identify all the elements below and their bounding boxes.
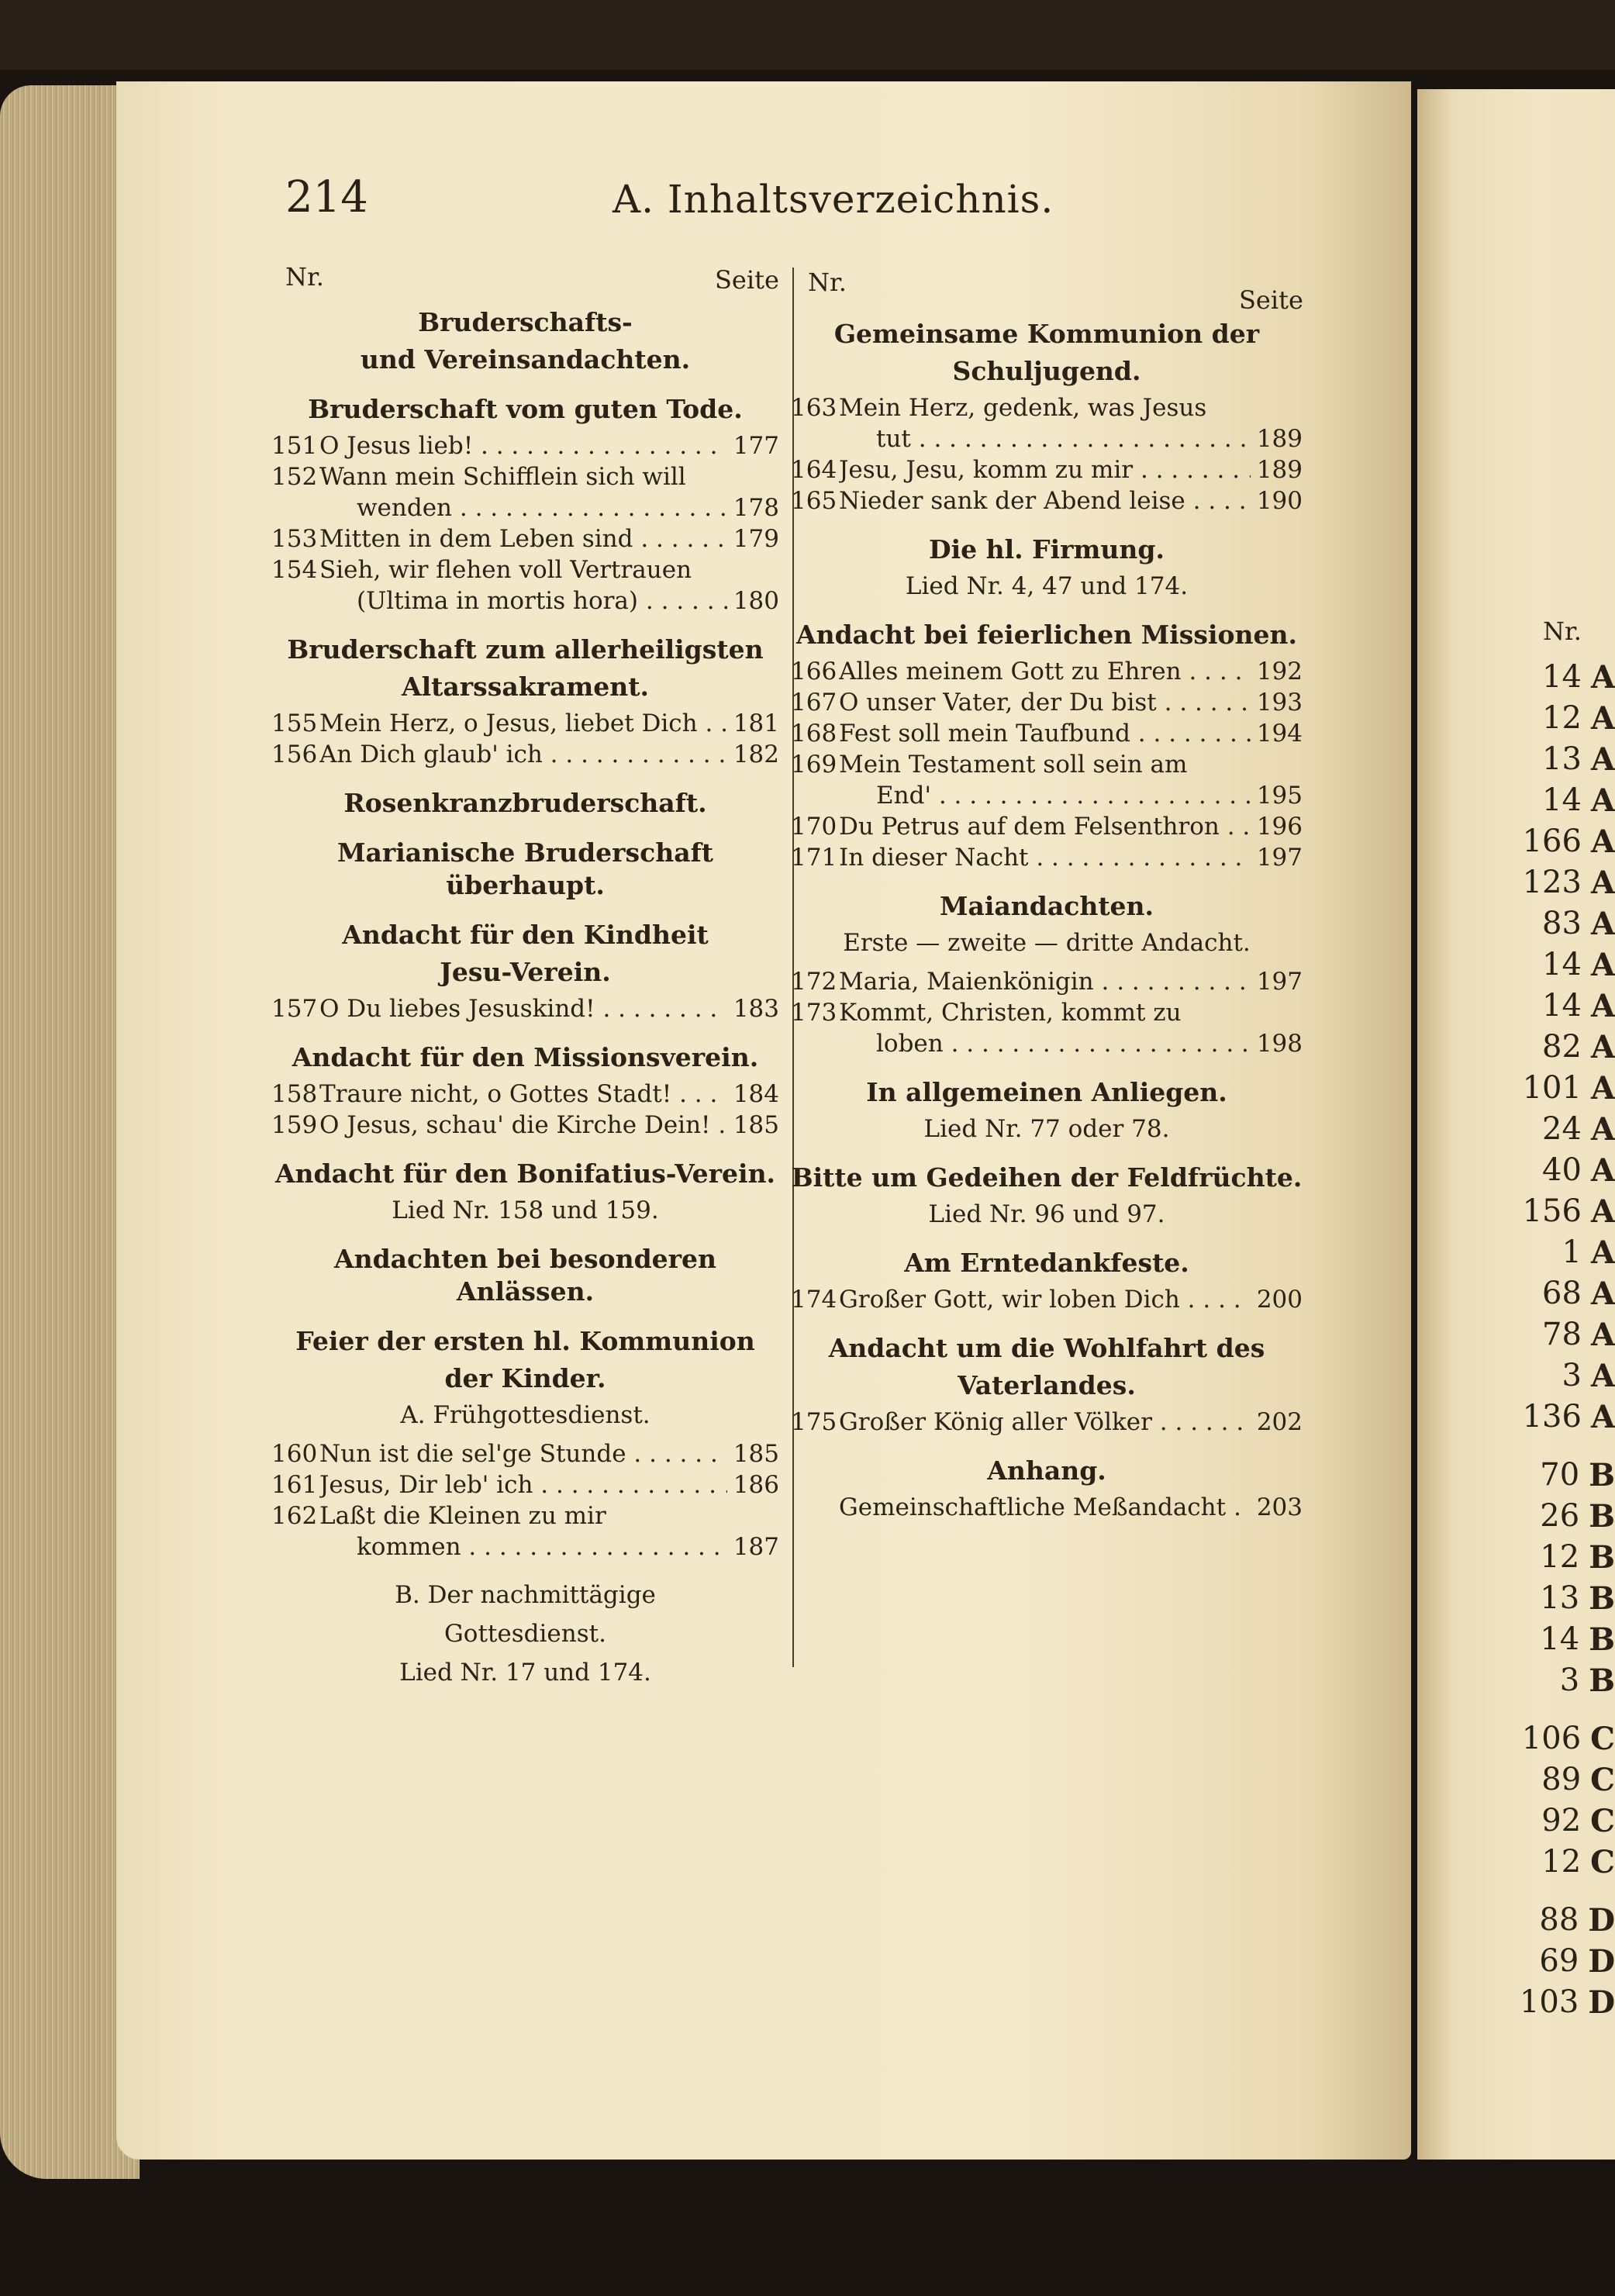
section-heading: Bruderschaft zum allerheiligsten: [287, 634, 764, 665]
toc-entry: [791, 1284, 1303, 1315]
right-page-entry: [1508, 1029, 1615, 1065]
entry-page: 185: [733, 1440, 779, 1468]
right-page-entry-letter: B: [1589, 1539, 1615, 1576]
entry-title: Mein Herz, o Jesus, liebet Dich . . .: [319, 708, 727, 739]
entry-number: 162: [271, 1502, 318, 1530]
entry-number: 152: [271, 463, 318, 491]
right-page-entry: [1508, 1457, 1615, 1493]
section-heading: Altarssakrament.: [402, 672, 649, 702]
right-page-entry-number: 3: [1559, 1662, 1580, 1698]
toc-section: [791, 1332, 1303, 1438]
right-page-entry: [1508, 865, 1615, 901]
right-page-entry: [1508, 1193, 1615, 1230]
right-page-entry: [1508, 1621, 1615, 1658]
entry-page: 197: [1256, 844, 1303, 872]
toc-section: [271, 1041, 779, 1141]
right-page-entry-number: 12: [1542, 700, 1582, 736]
entry-number: 168: [791, 720, 837, 747]
toc-entry: [791, 749, 1303, 780]
right-page-entry-number: 14: [1540, 1621, 1580, 1657]
right-page-entry: [1508, 1803, 1615, 1839]
entry-page: 185: [733, 1111, 779, 1139]
toc-section: [271, 393, 779, 616]
entry-title-continued: End' . . .: [876, 780, 1251, 811]
toc-entry: [271, 1500, 779, 1531]
right-page-entry-letter: D: [1588, 1984, 1615, 2021]
right-page-entry-letter: A: [1590, 988, 1615, 1024]
section-heading: Andachten bei besonderen Anlässen.: [333, 1244, 717, 1307]
toc-entry-continued: [791, 1028, 1303, 1059]
right-page-entry-number: 12: [1540, 1539, 1580, 1575]
entry-number: 158: [271, 1080, 318, 1108]
right-page-entry-number: 83: [1542, 906, 1582, 941]
right-page-entry: [1508, 1762, 1615, 1798]
entry-title: Mein Herz, gedenk, was Jesus: [839, 394, 1207, 422]
right-page-entry: [1508, 1662, 1615, 1699]
toc-entry: [271, 1438, 779, 1469]
right-col-nr-label: Nr.: [808, 268, 847, 297]
right-page-entry-number: 14: [1542, 988, 1582, 1024]
right-page-entry: [1508, 1721, 1615, 1757]
entry-title: Maria, Maienkönigin . . .: [839, 966, 1251, 997]
right-page-entry-letter: C: [1590, 1803, 1615, 1839]
entry-page: 196: [1256, 813, 1303, 841]
toc-entry: [271, 1079, 779, 1110]
entry-page: 184: [733, 1080, 779, 1108]
entry-number: 160: [271, 1440, 318, 1468]
toc-entry: [271, 993, 779, 1024]
right-page-entry-letter: A: [1590, 1234, 1615, 1271]
right-page-entry-letter: B: [1589, 1457, 1615, 1493]
entry-title: In dieser Nacht . . .: [839, 842, 1251, 873]
right-page-entry: [1508, 1276, 1615, 1312]
right-page-entry-number: 14: [1542, 659, 1582, 695]
right-page-entry: [1508, 1317, 1615, 1353]
right-page-entry-letter: D: [1588, 1943, 1615, 1980]
right-page-entry: [1508, 1152, 1615, 1189]
toc-entry-continued: [271, 492, 779, 523]
entry-number: 170: [791, 813, 837, 841]
section-heading: Andacht für den Bonifatius-Verein.: [274, 1158, 776, 1189]
right-page-entry: [1508, 1984, 1615, 2021]
toc-section: [271, 1325, 779, 1562]
toc-entry: [271, 430, 779, 461]
entry-number: 172: [791, 968, 837, 996]
toc-section: [271, 1580, 779, 1688]
section-heading: Jesu-Verein.: [440, 957, 611, 987]
right-page-entry: [1508, 906, 1615, 942]
section-heading: Die hl. Firmung.: [929, 534, 1165, 565]
right-page-entry: [1508, 741, 1615, 778]
right-page-entry-letter: A: [1590, 1070, 1615, 1107]
right-page-entry: [1508, 1358, 1615, 1394]
entry-title: Großer König aller Völker . . .: [839, 1407, 1251, 1438]
toc-entry: [271, 1110, 779, 1141]
entry-number: 155: [271, 710, 318, 737]
right-page-entry-letter: A: [1590, 782, 1615, 819]
entry-number: 154: [271, 556, 318, 584]
right-page-entry-letter: A: [1590, 865, 1615, 901]
right-page-entry-number: 68: [1542, 1276, 1582, 1311]
entry-page: 194: [1256, 720, 1303, 747]
entry-page: 195: [1256, 782, 1303, 810]
entry-number: 159: [271, 1111, 318, 1139]
entry-number: 171: [791, 844, 837, 872]
section-note: Erste — zweite — dritte Andacht.: [843, 929, 1251, 957]
right-page-entry: [1508, 700, 1615, 737]
entry-number: 161: [271, 1471, 318, 1499]
section-heading: Bruderschafts-: [418, 307, 633, 337]
right-page-entry: [1508, 988, 1615, 1024]
right-page-entry-number: 13: [1540, 1580, 1580, 1616]
right-page-entry-number: 12: [1541, 1844, 1582, 1880]
section-heading: der Kinder.: [444, 1363, 606, 1393]
entry-title: Wann mein Schifflein sich will: [319, 463, 686, 491]
right-page-entry-letter: B: [1589, 1621, 1615, 1658]
right-page-entry-letter: A: [1590, 1193, 1615, 1230]
toc-section: [791, 318, 1303, 516]
right-page-entry-number: 106: [1521, 1721, 1582, 1756]
section-heading: Anhang.: [987, 1455, 1106, 1486]
entry-number: 169: [791, 751, 837, 779]
entry-title: An Dich glaub' ich . . .: [319, 739, 727, 770]
toc-section: [271, 919, 779, 1024]
right-page-entry-letter: D: [1588, 1902, 1615, 1939]
right-col-seite-label: Seite: [1239, 285, 1303, 315]
entry-number: 166: [791, 658, 837, 685]
entry-title: Du Petrus auf dem Felsenthron . . .: [839, 811, 1251, 842]
right-page-entry: [1508, 1539, 1615, 1576]
entry-title: Kommt, Christen, kommt zu: [839, 999, 1182, 1027]
section-note: Lied Nr. 77 oder 78.: [923, 1115, 1170, 1143]
right-page-entry-number: 26: [1540, 1498, 1580, 1534]
right-page-entry: [1508, 1844, 1615, 1880]
entry-number: 151: [271, 432, 318, 460]
entry-number: 174: [791, 1286, 837, 1314]
right-page-nr-label: Nr.: [1543, 616, 1582, 646]
toc-entry: [791, 687, 1303, 718]
entry-title-continued: kommen . . .: [357, 1531, 727, 1562]
section-heading: Andacht für den Missionsverein.: [292, 1042, 759, 1072]
toc-entry: [271, 461, 779, 492]
entry-page: 200: [1256, 1286, 1303, 1314]
right-page-entry-letter: A: [1590, 947, 1615, 983]
toc-entry: [791, 1407, 1303, 1438]
entry-title: Laßt die Kleinen zu mir: [319, 1502, 606, 1530]
entry-page: 186: [733, 1471, 779, 1499]
entry-page: 203: [1256, 1493, 1303, 1521]
toc-section: [791, 890, 1303, 1059]
entry-page: 179: [733, 525, 779, 553]
entry-page: 192: [1256, 658, 1303, 685]
right-page-entry-number: 24: [1542, 1111, 1582, 1147]
toc-entry-continued: [791, 423, 1303, 454]
right-page-entry-letter: A: [1590, 1399, 1615, 1435]
right-page-entry: [1508, 1399, 1615, 1435]
toc-entry-continued: [791, 780, 1303, 811]
right-page-entry-number: 101: [1522, 1070, 1582, 1106]
right-page-entry-letter: B: [1589, 1580, 1615, 1617]
section-note: Lied Nr. 96 und 97.: [928, 1200, 1165, 1228]
left-col-nr-label: Nr.: [285, 262, 324, 292]
entry-page: 177: [733, 432, 779, 460]
right-page-entry-letter: C: [1590, 1844, 1615, 1880]
toc-entry: [271, 554, 779, 585]
entry-page: 180: [733, 587, 779, 615]
entry-title: Traure nicht, o Gottes Stadt! . . .: [319, 1079, 727, 1110]
right-page-entry-number: 69: [1539, 1943, 1579, 1979]
section-note: Lied Nr. 17 und 174.: [399, 1659, 651, 1687]
right-page-entry-letter: A: [1590, 1152, 1615, 1189]
toc-entry-continued: [271, 585, 779, 616]
entry-number: 165: [791, 487, 837, 515]
entry-number: 163: [791, 394, 837, 422]
toc-section: [271, 634, 779, 770]
entry-page: 187: [733, 1533, 779, 1561]
right-page-entry: [1508, 782, 1615, 819]
entry-number: 164: [791, 456, 837, 484]
entry-title: Alles meinem Gott zu Ehren . . .: [839, 656, 1251, 687]
section-heading: Vaterlandes.: [958, 1370, 1136, 1400]
section-heading: Rosenkranzbruderschaft.: [343, 788, 707, 818]
entry-page: 182: [733, 741, 779, 768]
right-page-entry-number: 14: [1542, 947, 1582, 982]
right-page-entry-number: 92: [1541, 1803, 1582, 1839]
entry-title: Sieh, wir flehen voll Vertrauen: [319, 556, 692, 584]
entry-title: Fest soll mein Taufbund . . .: [839, 718, 1251, 749]
right-page-entry: [1508, 1070, 1615, 1107]
page-number: 214: [285, 172, 368, 223]
section-note: Lied Nr. 158 und 159.: [392, 1196, 659, 1224]
toc-entry: [791, 966, 1303, 997]
entry-page: 181: [733, 710, 779, 737]
right-page-entry-number: 136: [1522, 1399, 1582, 1435]
toc-section: [271, 837, 779, 902]
right-page-entry: [1508, 947, 1615, 983]
entry-title-continued: (Ultima in mortis hora) . . .: [357, 585, 727, 616]
toc-entry-continued: [271, 1531, 779, 1562]
right-page-entry-letter: A: [1590, 823, 1615, 860]
entry-page: 198: [1256, 1030, 1303, 1058]
right-page-entry-letter: A: [1590, 659, 1615, 696]
page-title: A. Inhaltsverzeichnis.: [613, 177, 1054, 222]
entry-title: O Jesus lieb! . . .: [319, 430, 727, 461]
section-heading: Maiandachten.: [939, 891, 1154, 921]
right-page-entry-letter: A: [1590, 700, 1615, 737]
entry-title: Mitten in dem Leben sind . . .: [319, 523, 727, 554]
entry-page: 189: [1256, 456, 1303, 484]
toc-entry: [271, 523, 779, 554]
section-heading: Bruderschaft vom guten Tode.: [308, 394, 743, 424]
toc-section: [271, 1158, 779, 1226]
section-subheading: Gottesdienst.: [444, 1620, 606, 1648]
section-heading: Bitte um Gedeihen der Feldfrüchte.: [791, 1162, 1303, 1193]
right-page-entry-number: 78: [1542, 1317, 1582, 1352]
right-page-entry: [1508, 823, 1615, 860]
toc-entry: [271, 1469, 779, 1500]
right-page-entry: [1508, 1902, 1615, 1939]
section-heading: Feier der ersten hl. Kommunion: [295, 1326, 755, 1356]
section-note: Lied Nr. 4, 47 und 174.: [905, 572, 1189, 600]
right-page-entry: [1508, 1943, 1615, 1980]
entry-number: 167: [791, 689, 837, 716]
right-page-entry-letter: B: [1589, 1662, 1615, 1699]
section-heading: Am Erntedankfeste.: [904, 1248, 1189, 1278]
toc-entry: [271, 708, 779, 739]
section-heading: Andacht um die Wohlfahrt des: [828, 1333, 1265, 1363]
right-page-entry-number: 13: [1542, 741, 1582, 777]
right-page-entry-number: 156: [1522, 1193, 1582, 1229]
right-page-entry-letter: C: [1590, 1762, 1615, 1798]
entry-title: O Jesus, schau' die Kirche Dein! . . .: [319, 1110, 727, 1141]
toc-section: [791, 1247, 1303, 1315]
right-page-entry: [1508, 659, 1615, 696]
section-heading: In allgemeinen Anliegen.: [866, 1077, 1227, 1107]
left-column: [271, 306, 779, 1696]
entry-title: O unser Vater, der Du bist . . .: [839, 687, 1251, 718]
entry-title-continued: wenden . . .: [357, 492, 727, 523]
right-page-entry: [1508, 1580, 1615, 1617]
entry-number: 175: [791, 1408, 837, 1436]
toc-section: [271, 306, 779, 376]
right-page-entry: [1508, 1111, 1615, 1148]
toc-section: [791, 533, 1303, 602]
right-page-entry-number: 14: [1542, 782, 1582, 818]
entry-number: 156: [271, 741, 318, 768]
right-page-entry-number: 89: [1541, 1762, 1582, 1797]
entry-page: 189: [1256, 425, 1303, 453]
right-page-entry-letter: A: [1590, 906, 1615, 942]
entry-title: Nun ist die sel'ge Stunde . . .: [319, 1438, 727, 1469]
right-page-entry-letter: A: [1590, 1111, 1615, 1148]
entry-page: 202: [1256, 1408, 1303, 1436]
section-heading: Schuljugend.: [952, 356, 1141, 386]
entry-title-continued: loben . . .: [876, 1028, 1251, 1059]
entry-number: 157: [271, 995, 318, 1023]
entry-title: Mein Testament soll sein am: [839, 751, 1188, 779]
toc-section: [791, 619, 1303, 873]
right-page-entry-letter: A: [1590, 1358, 1615, 1394]
section-note: A. Frühgottesdienst.: [400, 1401, 650, 1429]
right-page-entry-letter: A: [1590, 741, 1615, 778]
toc-section: [271, 787, 779, 820]
entry-title: Nieder sank der Abend leise . . .: [839, 485, 1251, 516]
right-page-entry-letter: A: [1590, 1276, 1615, 1312]
right-page-entry-number: 123: [1522, 865, 1582, 900]
entry-title-continued: tut . . .: [876, 423, 1251, 454]
entry-page: 183: [733, 995, 779, 1023]
right-page-entry-number: 103: [1519, 1984, 1579, 2020]
right-page-entry-letter: A: [1590, 1317, 1615, 1353]
toc-section: [791, 1455, 1303, 1523]
toc-section: [791, 1076, 1303, 1145]
left-col-seite-label: Seite: [715, 265, 779, 295]
right-page-entry-number: 88: [1539, 1902, 1579, 1938]
toc-entry: [791, 718, 1303, 749]
toc-section: [791, 1162, 1303, 1230]
toc-entry: [271, 739, 779, 770]
right-page-entry-number: 1: [1562, 1234, 1582, 1270]
right-page-entry-letter: A: [1590, 1029, 1615, 1065]
section-heading: Andacht für den Kindheit: [342, 920, 709, 950]
entry-page: 197: [1256, 968, 1303, 996]
entry-number: 173: [791, 999, 837, 1027]
right-page-entry-letter: B: [1589, 1498, 1615, 1535]
entry-title: O Du liebes Jesuskind! . . .: [319, 993, 727, 1024]
right-column: [791, 318, 1303, 1523]
right-page-entry-number: 166: [1522, 823, 1582, 859]
toc-entry: [791, 656, 1303, 687]
entry-title: Großer Gott, wir loben Dich . . .: [839, 1284, 1251, 1315]
toc-entry: [791, 392, 1303, 423]
right-page-entry: [1508, 1234, 1615, 1271]
entry-page: 190: [1256, 487, 1303, 515]
toc-entry: [791, 454, 1303, 485]
right-page-entry-number: 40: [1542, 1152, 1582, 1188]
section-heading: Marianische Bruderschaft überhaupt.: [336, 837, 714, 900]
toc-entry: [791, 997, 1303, 1028]
entry-title: Jesu, Jesu, komm zu mir . . .: [839, 454, 1251, 485]
entry-title: Jesus, Dir leb' ich . . .: [319, 1469, 727, 1500]
section-heading: Gemeinsame Kommunion der: [833, 319, 1260, 349]
entry-page: 193: [1256, 689, 1303, 716]
section-heading: und Vereinsandachten.: [360, 344, 691, 375]
right-page-entry-number: 70: [1540, 1457, 1580, 1493]
toc-entry: [791, 811, 1303, 842]
toc-section: [271, 1243, 779, 1308]
toc-entry: [791, 485, 1303, 516]
entry-number: 153: [271, 525, 318, 553]
right-page-entry: [1508, 1498, 1615, 1535]
toc-entry: [791, 842, 1303, 873]
section-subheading: B. Der nachmittägige: [395, 1581, 656, 1609]
right-page-entry-number: 82: [1542, 1029, 1582, 1065]
section-heading: Andacht bei feierlichen Missionen.: [796, 620, 1297, 650]
right-page-entry-number: 3: [1562, 1358, 1582, 1393]
entry-page: 178: [733, 494, 779, 522]
right-page-entry-letter: C: [1590, 1721, 1615, 1757]
toc-entry: [791, 1492, 1303, 1523]
entry-title: Gemeinschaftliche Meßandacht . . .: [839, 1492, 1251, 1523]
